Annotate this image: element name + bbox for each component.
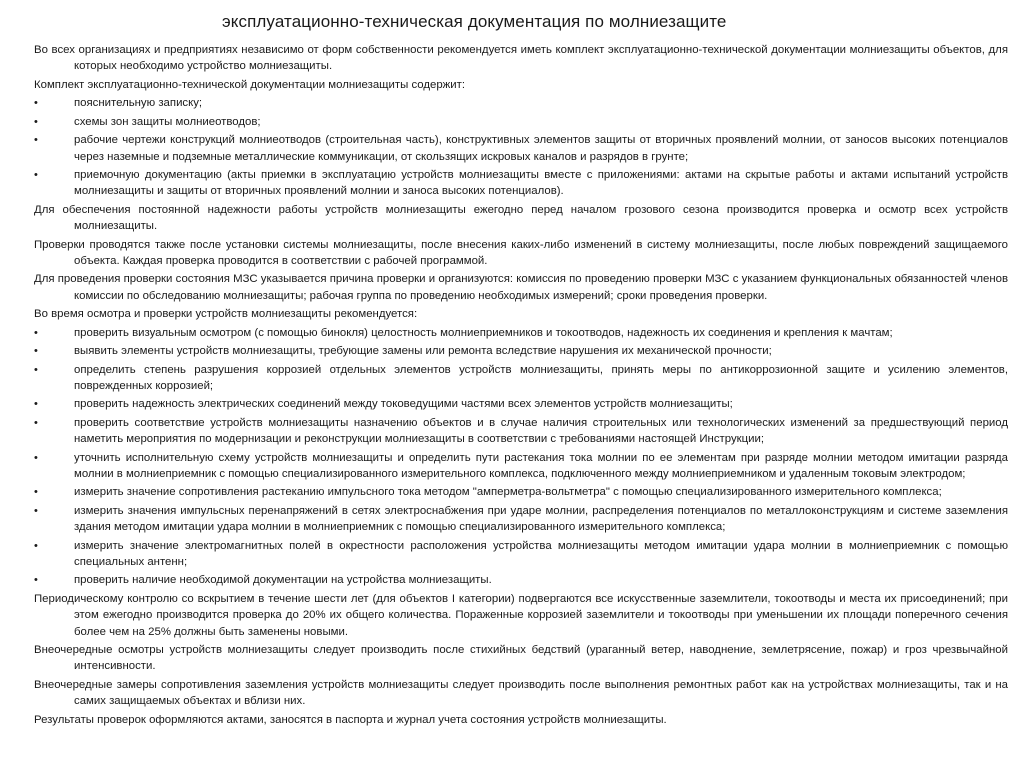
bullet-icon: • [34,416,38,429]
paragraph: Комплект эксплуатационно-технической документации молниезащиты содержит: [34,78,466,91]
bullet-text: уточнить исполнительную схему устройств молниезащиты и определить пути растекания тока молнии по ее элементам при разряде молнии методом имитации разряда молнии в молниеприемник с помощью специализированного измерительного комплекса, подключенного между молниеприемником и удаленным токовым электродом; [74,451,1008,480]
paragraph: Во всех организациях и предприятиях независимо от форм собственности рекомендуется иметь комплект эксплуатационно-технической документации молниезащиты объектов, для которых необходимо устройство молниезащиты. [34,44,1008,73]
bullet-icon: • [34,363,38,376]
document-body [34,42,1008,728]
bullet-text: проверить надежность электрических соединений между токоведущими частями всех элементов устройств молниезащиты; [74,398,733,411]
paragraph: Периодическому контролю со вскрытием в течение шести лет (для объектов I категории) подвергаются все искусственные заземлители, токоотводы и места их присоединений; при этом ежегодно производится проверка до 20% их общего количества. Пораженные коррозией заземлители и токоотводы при уменьшении их площади поперечного сечения более чем на 25% должны быть заменены новыми. [34,592,1008,638]
bullet-icon: • [34,539,38,552]
bullet-icon: • [34,97,38,110]
bullet-icon: • [34,345,38,358]
paragraph: Внеочередные замеры сопротивления заземления устройств молниезащиты следует производить после выполнения ремонтных работ как на устройствах молниезащиты, так и на самих защищаемых объектах и вблизи них. [34,678,1008,708]
bullet-text: выявить элементы устройств молниезащиты, требующие замены или ремонта вследствие нарушения их механической прочности; [74,345,772,358]
bullet-icon: • [34,169,38,182]
bullet-item [34,343,1008,359]
bullet-icon: • [34,134,38,147]
bullet-item [34,538,1008,571]
bullet-text: измерить значение электромагнитных полей в окрестности расположения устройства молниезащиты методом имитации удара молнии в молниеприемник с помощью специальных антенн; [74,539,1008,568]
bullet-icon: • [34,574,38,587]
bullet-item [34,503,1008,536]
bullet-icon: • [34,504,38,517]
paragraph: Для обеспечения постоянной надежности работы устройств молниезащиты ежегодно перед началом грозового сезона производится проверка и осмотр всех устройств молниезащиты. [34,203,1008,233]
bullet-item [34,362,1008,395]
bullet-item [34,450,1008,483]
paragraph: Во время осмотра и проверки устройств молниезащиты рекомендуется: [34,308,418,321]
paragraph: Проверки проводятся также после установки системы молниезащиты, после внесения каких-либо изменений в систему молниезащиты, после любых повреждений защищаемого объекта. Каждая проверка проводится в соответствии с рабочей программой. [34,238,1008,267]
bullet-icon: • [34,451,38,464]
bullet-icon: • [34,326,38,339]
bullet-icon: • [34,486,38,499]
bullet-item [34,114,1008,130]
bullet-item [34,167,1008,200]
bullet-icon: • [34,115,38,128]
bullet-text: измерить значение сопротивления растеканию импульсного тока методом "амперметра-вольтметра" с помощью специализированного измерительного комплекса; [74,486,942,499]
bullet-item [34,484,1008,500]
bullet-item [34,415,1008,448]
bullet-text: приемочную документацию (акты приемки в эксплуатацию устройств молниезащиты вместе с приложениями: актами на скрытые работы и актами испытаний устройств молниезащиты и защиты от вторичных проявлений молнии и заноса высоких потенциалов). [74,169,1008,198]
bullet-text: пояснительную записку; [74,97,203,110]
bullet-icon: • [34,398,38,411]
bullet-text: рабочие чертежи конструкций молниеотводов (строительная часть), конструктивных элементов защиты от вторичных проявлений молнии, от заносов высоких потенциалов через наземные и подземные металлические коммуникации, от скользящих искровых каналов и разрядов в грунте; [74,134,1008,163]
bullet-text: проверить визуальным осмотром (с помощью бинокля) целостность молниеприемников и токоотводов, надежность их соединения и крепления к мачтам; [74,326,893,339]
bullet-text: схемы зон защиты молниеотводов; [74,115,261,128]
bullet-text: измерить значения импульсных перенапряжений в сетях электроснабжения при ударе молнии, распределения потенциалов по металлоконструкциям и системе заземления здания методом имитации удара молнии в молниеприемник с помощью специализированного измерительного комплекса; [74,504,1008,534]
bullet-item [34,325,1008,341]
paragraph: Внеочередные осмотры устройств молниезащиты следует производить после стихийных бедствий (ураганный ветер, наводнение, землетрясение, пожар) и гроз чрезвычайной интенсивности. [34,644,1008,673]
bullet-text: проверить наличие необходимой документации на устройства молниезащиты. [74,574,492,587]
bullet-item [34,396,1008,412]
bullet-item [34,132,1008,165]
paragraph: Результаты проверок оформляются актами, заносятся в паспорта и журнал учета состояния устройств молниезащиты. [34,713,667,726]
page-title: эксплуатационно-техническая документация по молниезащите [222,12,727,31]
paragraph: Для проведения проверки состояния МЗС указывается причина проверки и организуются: комиссия по проведению проверки МЗС с указанием функциональных обязанностей членов комиссии по обследованию молниезащиты; рабочая группа по проведению необходимых измерений; сроки проведения проверки. [34,273,1008,302]
bullet-item [34,572,1008,588]
bullet-text: проверить соответствие устройств молниезащиты назначению объектов и в случае наличия строительных или технологических изменений за предшествующий период наметить мероприятия по модернизации и реконструкции молниезащиты в соответствии с требованиями настоящей Инструкции; [74,416,1008,446]
bullet-text: определить степень разрушения коррозией отдельных элементов устройств молниезащиты, принять меры по антикоррозионной защите и усилению элементов, поврежденных коррозией; [74,363,1008,392]
bullet-item [34,95,1008,111]
